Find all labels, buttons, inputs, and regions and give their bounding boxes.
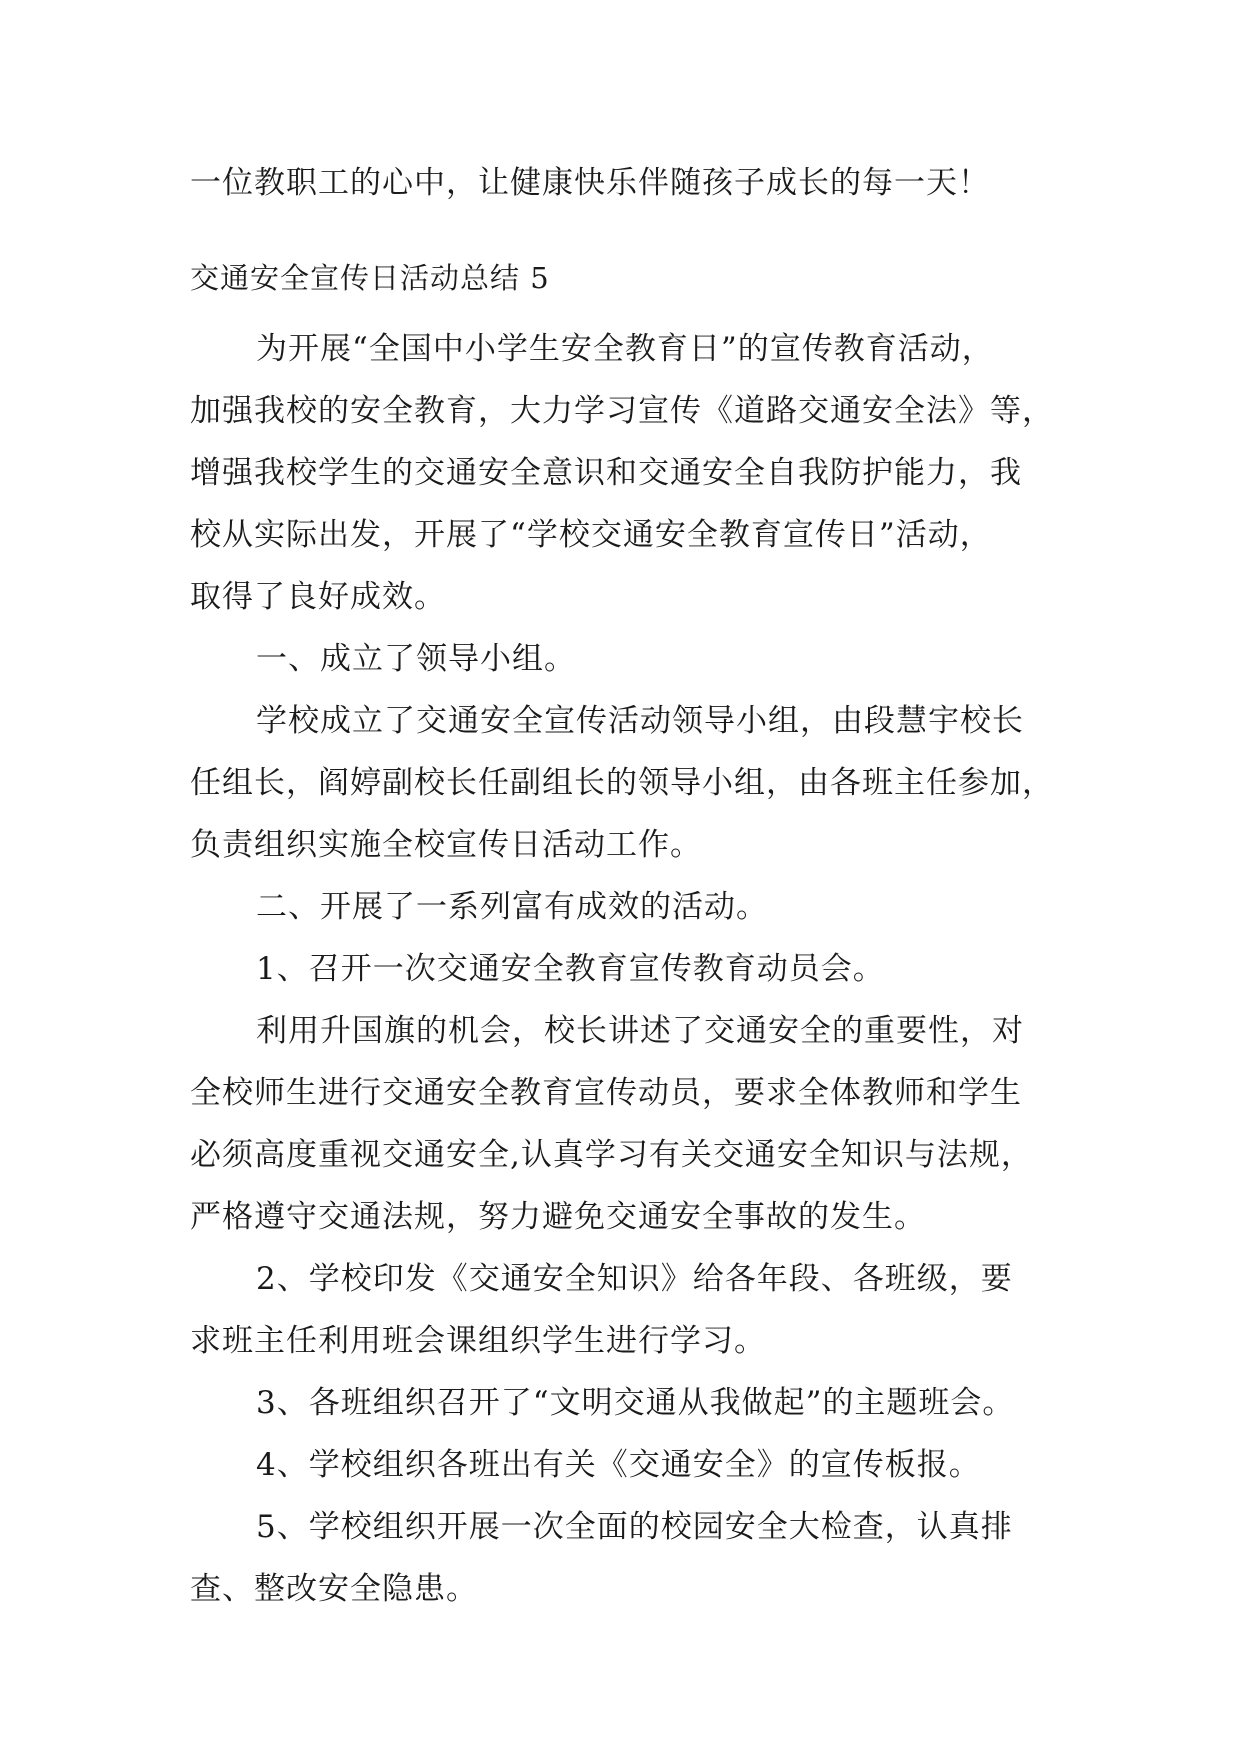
paragraph-line: 查、整改安全隐患。: [190, 1571, 478, 1607]
paragraph-line: 2、学校印发《交通安全知识》给各年段、各班级，要: [256, 1261, 1013, 1297]
paragraph-line: 必须高度重视交通安全,认真学习有关交通安全知识与法规，: [190, 1137, 1033, 1173]
section-title: 交通安全宣传日活动总结 5: [190, 261, 550, 295]
paragraph-line: 校从实际出发，开展了“学校交通安全教育宣传日”活动，: [190, 517, 992, 553]
paragraph-line: 利用升国旗的机会，校长讲述了交通安全的重要性，对: [256, 1013, 1024, 1049]
paragraph-line: 任组长，阎婷副校长任副组长的领导小组，由各班主任参加，: [190, 765, 1054, 801]
top-line: 一位教职工的心中，让健康快乐伴随孩子成长的每一天！: [190, 165, 990, 201]
paragraph-line: 为开展“全国中小学生安全教育日”的宣传教育活动，: [256, 331, 994, 367]
paragraph-line: 4、学校组织各班出有关《交通安全》的宣传板报。: [256, 1447, 981, 1483]
paragraph-line: 1、召开一次交通安全教育宣传教育动员会。: [256, 951, 885, 987]
paragraph-line: 二、开展了一系列富有成效的活动。: [256, 889, 768, 925]
paragraph-line: 增强我校学生的交通安全意识和交通安全自我防护能力，我: [190, 455, 1022, 491]
paragraph-line: 加强我校的安全教育，大力学习宣传《道路交通安全法》等，: [190, 393, 1054, 429]
paragraph-line: 负责组织实施全校宣传日活动工作。: [190, 827, 702, 863]
paragraph-line: 严格遵守交通法规，努力避免交通安全事故的发生。: [190, 1199, 926, 1235]
body-text: [190, 318, 1055, 1620]
paragraph-line: 学校成立了交通安全宣传活动领导小组，由段慧宇校长: [256, 703, 1024, 739]
paragraph-line: 求班主任利用班会课组织学生进行学习。: [190, 1323, 766, 1359]
paragraph-line: 取得了良好成效。: [190, 579, 446, 615]
paragraph-line: 3、各班组织召开了“文明交通从我做起”的主题班会。: [256, 1385, 1015, 1421]
top-line-block: [190, 152, 1055, 214]
paragraph-line: 一、成立了领导小组。: [256, 641, 576, 677]
paragraph-line: 全校师生进行交通安全教育宣传动员，要求全体教师和学生: [190, 1075, 1022, 1111]
paragraph-line: 5、学校组织开展一次全面的校园安全大检查，认真排: [256, 1509, 1013, 1545]
